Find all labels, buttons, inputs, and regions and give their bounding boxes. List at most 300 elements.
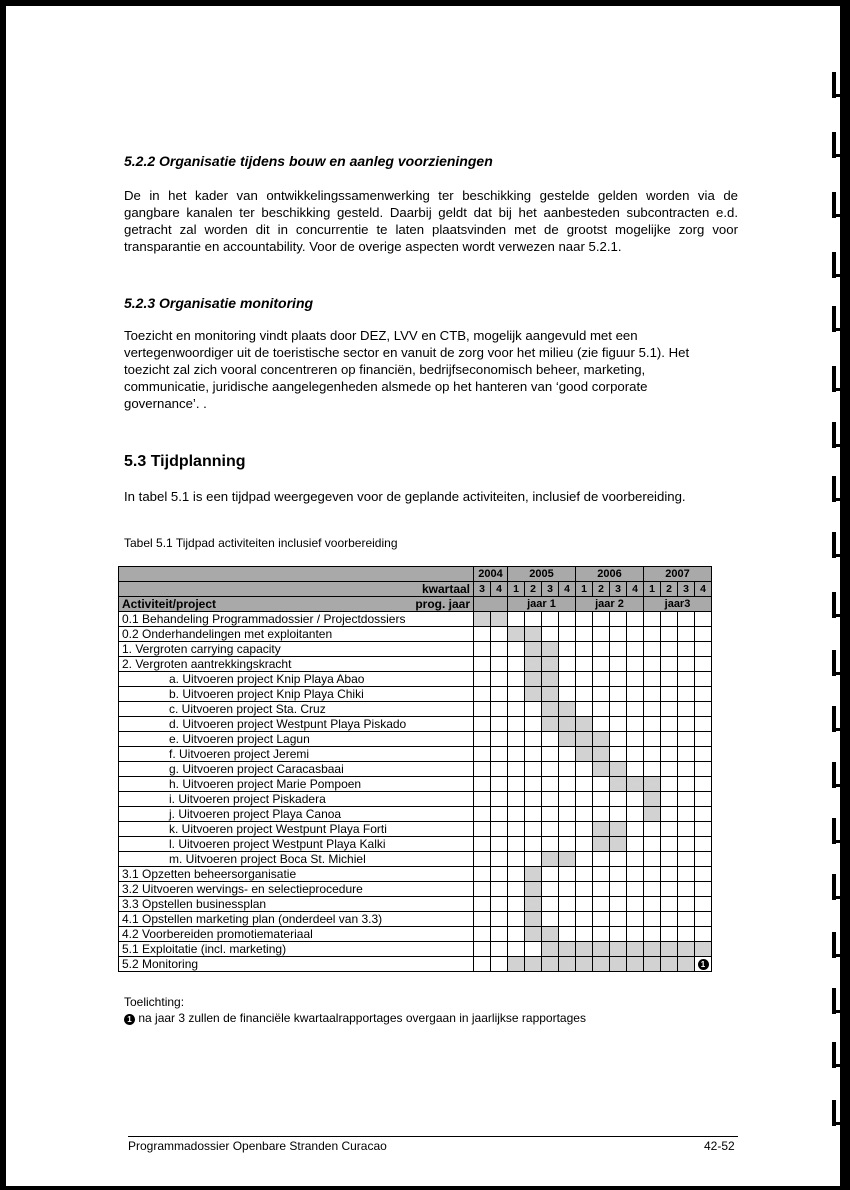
timeline-active-cell bbox=[593, 747, 610, 762]
timeline-empty-cell bbox=[593, 792, 610, 807]
timeline-active-cell bbox=[644, 777, 661, 792]
timeline-active-cell bbox=[525, 657, 542, 672]
timeline-empty-cell bbox=[610, 687, 627, 702]
timeline-active-cell bbox=[559, 702, 576, 717]
quarter-cell: 1 bbox=[508, 582, 525, 597]
timeline-empty-cell bbox=[678, 927, 695, 942]
timeline-empty-cell bbox=[542, 627, 559, 642]
binding-ring-icon bbox=[824, 988, 840, 1014]
timeline-empty-cell bbox=[508, 882, 525, 897]
timeline-empty-cell bbox=[474, 687, 491, 702]
timeline-empty-cell bbox=[474, 957, 491, 972]
timeline-empty-cell bbox=[695, 717, 712, 732]
timeline-empty-cell bbox=[508, 612, 525, 627]
timeline-active-cell bbox=[593, 732, 610, 747]
timeline-active-cell bbox=[661, 957, 678, 972]
timeline-empty-cell bbox=[474, 867, 491, 882]
quarter-cell: 1 bbox=[576, 582, 593, 597]
timeline-empty-cell bbox=[576, 807, 593, 822]
timeline-active-cell bbox=[576, 957, 593, 972]
timeline-empty-cell bbox=[610, 702, 627, 717]
timeline-empty-cell bbox=[508, 747, 525, 762]
timeline-empty-cell bbox=[508, 687, 525, 702]
binding-ring-icon bbox=[824, 132, 840, 158]
timeline-empty-cell bbox=[576, 777, 593, 792]
timeline-empty-cell bbox=[508, 852, 525, 867]
timeline-empty-cell bbox=[695, 912, 712, 927]
timeline-empty-cell bbox=[678, 777, 695, 792]
timeline-empty-cell bbox=[525, 747, 542, 762]
timeline-empty-cell bbox=[474, 717, 491, 732]
timeline-active-cell bbox=[576, 747, 593, 762]
binding-ring-icon bbox=[824, 932, 840, 958]
timeline-empty-cell bbox=[508, 837, 525, 852]
timeline-empty-cell bbox=[610, 642, 627, 657]
timeline-empty-cell bbox=[678, 672, 695, 687]
activity-row bbox=[119, 672, 712, 687]
timeline-empty-cell bbox=[661, 912, 678, 927]
timeline-empty-cell bbox=[542, 732, 559, 747]
activity-row bbox=[119, 822, 712, 837]
timeline-empty-cell bbox=[576, 642, 593, 657]
timeline-empty-cell bbox=[576, 927, 593, 942]
prog-jaar-label: prog. jaar bbox=[415, 597, 470, 611]
timeline-empty-cell bbox=[644, 867, 661, 882]
timeline-empty-cell bbox=[525, 942, 542, 957]
timeline-empty-cell bbox=[610, 612, 627, 627]
timeline-empty-cell bbox=[593, 852, 610, 867]
timeline-empty-cell bbox=[695, 642, 712, 657]
timeline-empty-cell bbox=[627, 882, 644, 897]
timeline-empty-cell bbox=[627, 717, 644, 732]
timeline-empty-cell bbox=[610, 852, 627, 867]
timeline-empty-cell bbox=[644, 897, 661, 912]
prog-year-jaar3: jaar3 bbox=[644, 597, 712, 612]
year-header-2005: 2005 bbox=[508, 567, 576, 582]
timeline-empty-cell bbox=[678, 627, 695, 642]
timeline-active-cell bbox=[559, 717, 576, 732]
year-header-2006: 2006 bbox=[576, 567, 644, 582]
timeline-empty-cell bbox=[644, 882, 661, 897]
timeline-table bbox=[118, 566, 712, 972]
timeline-empty-cell bbox=[661, 777, 678, 792]
timeline-empty-cell bbox=[627, 657, 644, 672]
timeline-empty-cell bbox=[508, 657, 525, 672]
timeline-empty-cell bbox=[695, 927, 712, 942]
binding-ring-icon bbox=[824, 762, 840, 788]
timeline-empty-cell bbox=[559, 747, 576, 762]
timeline-empty-cell bbox=[610, 672, 627, 687]
activity-label: 0.2 Onderhandelingen met exploitanten bbox=[119, 627, 474, 642]
timeline-empty-cell bbox=[474, 702, 491, 717]
program-year-row bbox=[119, 597, 712, 612]
timeline-empty-cell bbox=[576, 792, 593, 807]
binding-ring-icon bbox=[824, 306, 840, 332]
timeline-active-cell bbox=[593, 822, 610, 837]
timeline-empty-cell bbox=[491, 867, 508, 882]
timeline-active-cell bbox=[542, 672, 559, 687]
timeline-empty-cell bbox=[661, 867, 678, 882]
binding-ring-icon bbox=[824, 252, 840, 278]
timeline-empty-cell bbox=[644, 657, 661, 672]
activity-row bbox=[119, 762, 712, 777]
timeline-active-cell bbox=[644, 957, 661, 972]
activity-row bbox=[119, 747, 712, 762]
timeline-empty-cell bbox=[661, 897, 678, 912]
timeline-empty-cell bbox=[661, 732, 678, 747]
timeline-empty-cell bbox=[661, 822, 678, 837]
activity-row bbox=[119, 687, 712, 702]
timeline-empty-cell bbox=[508, 807, 525, 822]
timeline-empty-cell bbox=[491, 642, 508, 657]
timeline-active-cell bbox=[559, 852, 576, 867]
timeline-empty-cell bbox=[491, 762, 508, 777]
timeline-active-cell bbox=[525, 642, 542, 657]
timeline-empty-cell bbox=[644, 747, 661, 762]
timeline-empty-cell bbox=[525, 837, 542, 852]
timeline-empty-cell bbox=[695, 897, 712, 912]
activity-header: Activiteit/project bbox=[122, 597, 217, 611]
timeline-empty-cell bbox=[542, 822, 559, 837]
timeline-empty-cell bbox=[695, 957, 712, 972]
timeline-empty-cell bbox=[695, 777, 712, 792]
activity-row bbox=[119, 942, 712, 957]
timeline-active-cell bbox=[525, 957, 542, 972]
binding-ring-icon bbox=[824, 476, 840, 502]
timeline-active-cell bbox=[678, 942, 695, 957]
activity-label: i. Uitvoeren project Piskadera bbox=[119, 792, 474, 807]
timeline-active-cell bbox=[644, 792, 661, 807]
timeline-empty-cell bbox=[508, 717, 525, 732]
timeline-empty-cell bbox=[559, 657, 576, 672]
timeline-active-cell bbox=[593, 957, 610, 972]
timeline-empty-cell bbox=[678, 747, 695, 762]
timeline-empty-cell bbox=[491, 777, 508, 792]
timeline-empty-cell bbox=[661, 657, 678, 672]
timeline-empty-cell bbox=[695, 672, 712, 687]
footnote-marker-icon: 1 bbox=[124, 1014, 135, 1025]
timeline-empty-cell bbox=[474, 627, 491, 642]
timeline-empty-cell bbox=[610, 912, 627, 927]
timeline-empty-cell bbox=[491, 822, 508, 837]
timeline-empty-cell bbox=[593, 627, 610, 642]
timeline-empty-cell bbox=[661, 672, 678, 687]
timeline-active-cell bbox=[542, 642, 559, 657]
timeline-empty-cell bbox=[508, 942, 525, 957]
timeline-empty-cell bbox=[610, 867, 627, 882]
timeline-empty-cell bbox=[525, 702, 542, 717]
notes-text: na jaar 3 zullen de financiële kwartaalrapportages overgaan in jaarlijkse rapportages bbox=[138, 1011, 586, 1025]
timeline-empty-cell bbox=[576, 882, 593, 897]
timeline-empty-cell bbox=[508, 732, 525, 747]
timeline-empty-cell bbox=[508, 822, 525, 837]
binding-ring-icon bbox=[824, 532, 840, 558]
activity-label: m. Uitvoeren project Boca St. Michiel bbox=[119, 852, 474, 867]
timeline-active-cell bbox=[610, 822, 627, 837]
timeline-active-cell bbox=[576, 732, 593, 747]
timeline-active-cell bbox=[576, 942, 593, 957]
timeline-empty-cell bbox=[576, 612, 593, 627]
activity-label: k. Uitvoeren project Westpunt Playa Forti bbox=[119, 822, 474, 837]
timeline-active-cell bbox=[610, 837, 627, 852]
timeline-active-cell bbox=[525, 867, 542, 882]
timeline-empty-cell bbox=[644, 852, 661, 867]
year-header-2007: 2007 bbox=[644, 567, 712, 582]
timeline-active-cell bbox=[627, 777, 644, 792]
quarter-cell: 2 bbox=[525, 582, 542, 597]
activity-row bbox=[119, 612, 712, 627]
timeline-empty-cell bbox=[525, 822, 542, 837]
timeline-empty-cell bbox=[508, 897, 525, 912]
timeline-empty-cell bbox=[678, 897, 695, 912]
activity-label: g. Uitvoeren project Caracasbaai bbox=[119, 762, 474, 777]
section-5-2-2-heading: 5.2.2 Organisatie tijdens bouw en aanleg voorzieningen bbox=[124, 153, 493, 169]
timeline-empty-cell bbox=[661, 717, 678, 732]
timeline-empty-cell bbox=[576, 762, 593, 777]
timeline-empty-cell bbox=[695, 822, 712, 837]
timeline-empty-cell bbox=[627, 747, 644, 762]
quarter-cell: 4 bbox=[627, 582, 644, 597]
timeline-empty-cell bbox=[627, 687, 644, 702]
activity-label: b. Uitvoeren project Knip Playa Chiki bbox=[119, 687, 474, 702]
timeline-empty-cell bbox=[474, 762, 491, 777]
timeline-empty-cell bbox=[525, 792, 542, 807]
section-5-3-body: In tabel 5.1 is een tijdpad weergegeven voor de geplande activiteiten, inclusief de voorbereiding. bbox=[124, 489, 686, 504]
timeline-empty-cell bbox=[542, 897, 559, 912]
timeline-empty-cell bbox=[661, 807, 678, 822]
timeline-empty-cell bbox=[559, 882, 576, 897]
timeline-empty-cell bbox=[695, 792, 712, 807]
timeline-empty-cell bbox=[661, 687, 678, 702]
activity-row bbox=[119, 642, 712, 657]
timeline-active-cell bbox=[610, 777, 627, 792]
timeline-empty-cell bbox=[491, 882, 508, 897]
timeline-empty-cell bbox=[542, 777, 559, 792]
timeline-empty-cell bbox=[593, 807, 610, 822]
activity-row bbox=[119, 912, 712, 927]
timeline-empty-cell bbox=[695, 612, 712, 627]
document-page bbox=[6, 6, 840, 1186]
timeline-active-cell bbox=[542, 702, 559, 717]
timeline-empty-cell bbox=[661, 747, 678, 762]
timeline-empty-cell bbox=[576, 837, 593, 852]
timeline-empty-cell bbox=[474, 897, 491, 912]
timeline-empty-cell bbox=[695, 627, 712, 642]
quarter-cell: 1 bbox=[644, 582, 661, 597]
timeline-active-cell bbox=[508, 627, 525, 642]
timeline-empty-cell bbox=[474, 657, 491, 672]
timeline-active-cell bbox=[559, 957, 576, 972]
activity-label: a. Uitvoeren project Knip Playa Abao bbox=[119, 672, 474, 687]
timeline-active-cell bbox=[525, 882, 542, 897]
binding-ring-icon bbox=[824, 72, 840, 98]
quarter-cell: 3 bbox=[610, 582, 627, 597]
timeline-empty-cell bbox=[474, 822, 491, 837]
year-header-blank bbox=[119, 567, 474, 582]
timeline-empty-cell bbox=[559, 897, 576, 912]
timeline-empty-cell bbox=[678, 657, 695, 672]
timeline-empty-cell bbox=[491, 897, 508, 912]
timeline-empty-cell bbox=[644, 717, 661, 732]
timeline-active-cell bbox=[525, 687, 542, 702]
timeline-empty-cell bbox=[525, 732, 542, 747]
timeline-empty-cell bbox=[593, 642, 610, 657]
timeline-empty-cell bbox=[593, 702, 610, 717]
timeline-empty-cell bbox=[559, 927, 576, 942]
timeline-empty-cell bbox=[508, 792, 525, 807]
footnote-marker-icon: 1 bbox=[698, 959, 709, 970]
timeline-empty-cell bbox=[508, 912, 525, 927]
kwartaal-label: kwartaal bbox=[119, 582, 474, 597]
binding-ring-icon bbox=[824, 650, 840, 676]
timeline-active-cell bbox=[542, 942, 559, 957]
timeline-empty-cell bbox=[644, 687, 661, 702]
activity-label: 4.1 Opstellen marketing plan (onderdeel van 3.3) bbox=[119, 912, 474, 927]
binding-ring-icon bbox=[824, 592, 840, 618]
timeline-empty-cell bbox=[695, 762, 712, 777]
timeline-empty-cell bbox=[627, 762, 644, 777]
timeline-empty-cell bbox=[559, 807, 576, 822]
timeline-empty-cell bbox=[678, 792, 695, 807]
notes-title: Toelichting: bbox=[124, 995, 185, 1009]
timeline-empty-cell bbox=[491, 747, 508, 762]
binding-ring-icon bbox=[824, 366, 840, 392]
prog-year-jaar1: jaar 1 bbox=[508, 597, 576, 612]
binding-ring-icon bbox=[824, 192, 840, 218]
timeline-active-cell bbox=[627, 942, 644, 957]
quarter-cell: 3 bbox=[542, 582, 559, 597]
timeline-empty-cell bbox=[474, 882, 491, 897]
timeline-empty-cell bbox=[474, 852, 491, 867]
timeline-empty-cell bbox=[644, 912, 661, 927]
timeline-empty-cell bbox=[491, 732, 508, 747]
timeline-active-cell bbox=[593, 942, 610, 957]
timeline-empty-cell bbox=[627, 807, 644, 822]
timeline-empty-cell bbox=[644, 762, 661, 777]
activity-label: 2. Vergroten aantrekkingskracht bbox=[119, 657, 474, 672]
timeline-empty-cell bbox=[593, 717, 610, 732]
timeline-empty-cell bbox=[661, 792, 678, 807]
timeline-empty-cell bbox=[678, 702, 695, 717]
timeline-empty-cell bbox=[627, 927, 644, 942]
timeline-empty-cell bbox=[559, 912, 576, 927]
timeline-empty-cell bbox=[678, 762, 695, 777]
timeline-empty-cell bbox=[661, 627, 678, 642]
timeline-empty-cell bbox=[559, 867, 576, 882]
timeline-empty-cell bbox=[627, 642, 644, 657]
timeline-empty-cell bbox=[627, 792, 644, 807]
section-5-3-heading: 5.3 Tijdplanning bbox=[124, 453, 246, 470]
timeline-empty-cell bbox=[678, 912, 695, 927]
timeline-empty-cell bbox=[644, 927, 661, 942]
activity-label: c. Uitvoeren project Sta. Cruz bbox=[119, 702, 474, 717]
timeline-empty-cell bbox=[525, 717, 542, 732]
binding-ring-icon bbox=[824, 818, 840, 844]
timeline-empty-cell bbox=[474, 732, 491, 747]
activity-label: l. Uitvoeren project Westpunt Playa Kalki bbox=[119, 837, 474, 852]
timeline-empty-cell bbox=[474, 942, 491, 957]
timeline-empty-cell bbox=[678, 852, 695, 867]
timeline-empty-cell bbox=[627, 852, 644, 867]
timeline-empty-cell bbox=[661, 882, 678, 897]
activity-label: 3.1 Opzetten beheersorganisatie bbox=[119, 867, 474, 882]
binding-ring-icon bbox=[824, 1042, 840, 1068]
footer-title: Programmadossier Openbare Stranden Curacao bbox=[128, 1139, 387, 1153]
timeline-empty-cell bbox=[644, 642, 661, 657]
timeline-empty-cell bbox=[542, 612, 559, 627]
timeline-active-cell bbox=[542, 927, 559, 942]
timeline-empty-cell bbox=[678, 642, 695, 657]
timeline-empty-cell bbox=[593, 687, 610, 702]
timeline-empty-cell bbox=[508, 762, 525, 777]
timeline-empty-cell bbox=[695, 807, 712, 822]
timeline-empty-cell bbox=[593, 867, 610, 882]
timeline-active-cell bbox=[610, 942, 627, 957]
timeline-empty-cell bbox=[542, 912, 559, 927]
timeline-empty-cell bbox=[593, 912, 610, 927]
timeline-empty-cell bbox=[559, 777, 576, 792]
timeline-active-cell bbox=[542, 717, 559, 732]
timeline-empty-cell bbox=[661, 612, 678, 627]
timeline-empty-cell bbox=[559, 762, 576, 777]
year-header-row bbox=[119, 567, 712, 582]
timeline-empty-cell bbox=[559, 837, 576, 852]
timeline-empty-cell bbox=[559, 792, 576, 807]
section-5-2-2-body: De in het kader van ontwikkelingssamenwerking ter beschikking gestelde gelden worden via de gangbare kanalen ter beschikking gesteld. Daarbij geldt dat bij het aanbesteden subcontracten e.d. getracht zal worden dit in concurrentie te laten plaatsvinden met de grootst mogelijke zorg voor transparantie en accountability. Voor de overige aspecten wordt verwezen naar 5.2.1. bbox=[124, 188, 738, 254]
timeline-empty-cell bbox=[661, 927, 678, 942]
timeline-empty-cell bbox=[695, 687, 712, 702]
timeline-empty-cell bbox=[525, 612, 542, 627]
timeline-empty-cell bbox=[525, 777, 542, 792]
timeline-empty-cell bbox=[474, 747, 491, 762]
activity-row bbox=[119, 837, 712, 852]
quarter-cell: 4 bbox=[695, 582, 712, 597]
timeline-empty-cell bbox=[576, 672, 593, 687]
timeline-empty-cell bbox=[627, 702, 644, 717]
timeline-empty-cell bbox=[508, 642, 525, 657]
timeline-active-cell bbox=[661, 942, 678, 957]
timeline-empty-cell bbox=[678, 717, 695, 732]
timeline-empty-cell bbox=[508, 702, 525, 717]
timeline-empty-cell bbox=[576, 657, 593, 672]
timeline-active-cell bbox=[610, 762, 627, 777]
timeline-active-cell bbox=[542, 852, 559, 867]
timeline-empty-cell bbox=[661, 642, 678, 657]
timeline-empty-cell bbox=[576, 702, 593, 717]
section-5-2-3-heading: 5.2.3 Organisatie monitoring bbox=[124, 295, 314, 311]
timeline-empty-cell bbox=[610, 807, 627, 822]
timeline-empty-cell bbox=[678, 867, 695, 882]
timeline-empty-cell bbox=[491, 957, 508, 972]
timeline-empty-cell bbox=[576, 912, 593, 927]
section-5-2-3-body: Toezicht en monitoring vindt plaats door DEZ, LVV en CTB, mogelijk aangevuld met een vertegenwoordiger uit de toeristische sector en vanuit de zorg voor het milieu (zie figuur 5.1). Het toezicht zal zich vooral concentreren op financiën, bedrijfseconomisch beheer, marketing, communicatie, juridische aangelegenheden alsmede op het hanteren van ‘good corporate governance’. . bbox=[124, 328, 690, 411]
timeline-empty-cell bbox=[627, 837, 644, 852]
timeline-empty-cell bbox=[695, 867, 712, 882]
timeline-empty-cell bbox=[661, 702, 678, 717]
timeline-empty-cell bbox=[542, 747, 559, 762]
timeline-empty-cell bbox=[661, 762, 678, 777]
timeline-empty-cell bbox=[542, 867, 559, 882]
timeline-active-cell bbox=[525, 912, 542, 927]
timeline-empty-cell bbox=[644, 837, 661, 852]
timeline-active-cell bbox=[525, 672, 542, 687]
binding-ring-icon bbox=[824, 1100, 840, 1126]
prog-year-jaar2: jaar 2 bbox=[576, 597, 644, 612]
activity-row bbox=[119, 957, 712, 972]
timeline-empty-cell bbox=[678, 807, 695, 822]
activity-label: e. Uitvoeren project Lagun bbox=[119, 732, 474, 747]
timeline-empty-cell bbox=[593, 897, 610, 912]
